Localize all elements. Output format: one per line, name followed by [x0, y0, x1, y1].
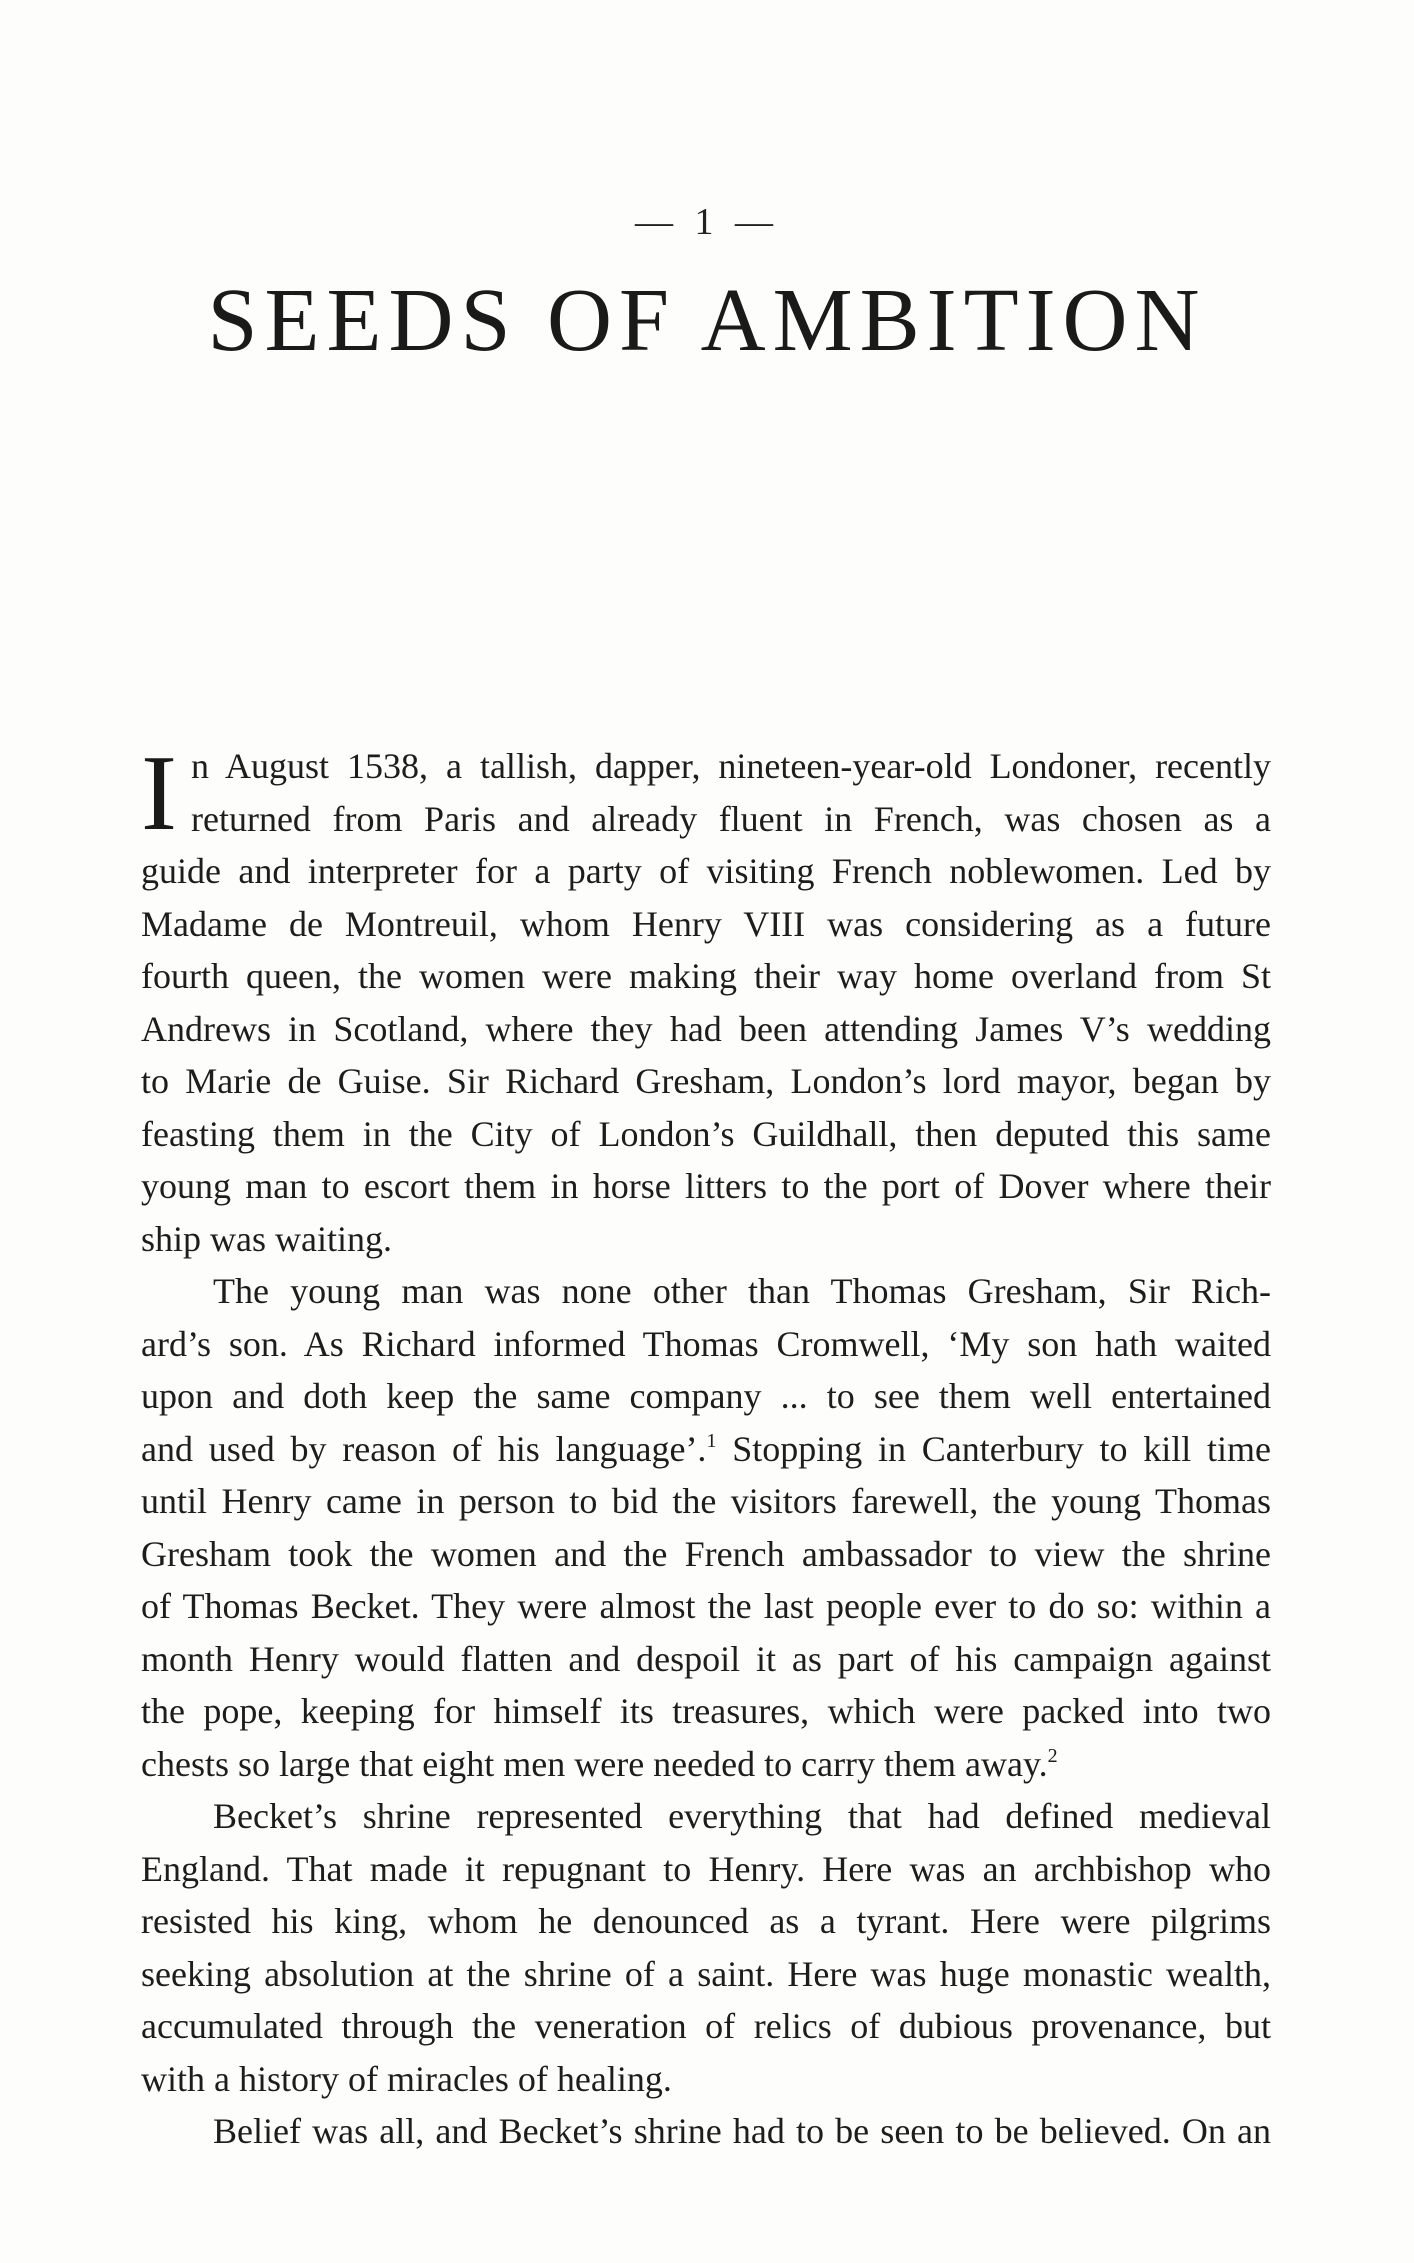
- text-line: with a history of miracles of healing.: [141, 2058, 672, 2099]
- text-line: feasting them in the City of London’s Guildhall, then deputed this same: [141, 1113, 1271, 1154]
- text-line: England. That made it repugnant to Henry. Here was an archbishop who: [141, 1848, 1271, 1889]
- chapter-number: — 1 —: [635, 201, 779, 243]
- text-segment: and used by reason of his language’.: [141, 1428, 707, 1469]
- text-line: Gresham took the women and the French ambassador to view the shrine: [141, 1533, 1271, 1574]
- text-line: returned from Paris and already fluent in French, was chosen as a: [191, 798, 1271, 839]
- text-line: guide and interpreter for a party of visiting French noblewomen. Led by: [141, 851, 1271, 891]
- text-line: the pope, keeping for himself its treasures, which were packed into two: [141, 1691, 1271, 1731]
- footnote-ref-1[interactable]: 1: [706, 1429, 717, 1452]
- text-line: month Henry would flatten and despoil it as part of his campaign against: [141, 1638, 1271, 1679]
- text-line: fourth queen, the women were making their way home overland from St: [141, 956, 1271, 996]
- paragraph-1: [141, 734, 1271, 1265]
- drop-cap: I: [141, 734, 177, 853]
- text-line: The young man was none other than Thomas Gresham, Sir Rich-: [213, 1271, 1271, 1311]
- text-line: accumulated through the veneration of relics of dubious provenance, but: [141, 2006, 1271, 2046]
- text-line: resisted his king, whom he denounced as a tyrant. Here were pilgrims: [141, 1901, 1271, 1941]
- text-line: upon and doth keep the same company ... to see them well entertained: [141, 1376, 1271, 1416]
- text-line: until Henry came in person to bid the visitors farewell, the young Thomas: [141, 1481, 1271, 1521]
- dropcap-block: [141, 734, 1271, 853]
- text-line: of Thomas Becket. They were almost the last people ever to do so: within a: [141, 1586, 1271, 1626]
- paragraph-3: [141, 1790, 1271, 2105]
- text-line: Madame de Montreuil, whom Henry VIII was considering as a future: [141, 903, 1271, 944]
- paragraph-2: [141, 1265, 1271, 1790]
- text-line: ard’s son. As Richard informed Thomas Cromwell, ‘My son hath waited: [141, 1323, 1271, 1364]
- footnote-ref-2[interactable]: 2: [1047, 1744, 1058, 1767]
- text-line: [141, 1423, 1271, 1476]
- chapter-title: SEEDS OF AMBITION: [207, 271, 1207, 370]
- text-line: seeking absolution at the shrine of a saint. Here was huge monastic wealth,: [141, 1953, 1271, 1994]
- text-segment: Stopping in Canterbury to kill time: [716, 1428, 1271, 1469]
- text-line: [141, 1738, 1271, 1791]
- text-line: to Marie de Guise. Sir Richard Gresham, London’s lord mayor, began by: [141, 1061, 1271, 1101]
- paragraph-4: [141, 2105, 1271, 2158]
- text-line: Andrews in Scotland, where they had been attending James V’s wedding: [141, 1008, 1271, 1049]
- text-line: Belief was all, and Becket’s shrine had to be seen to be believed. On an: [213, 2111, 1271, 2151]
- chapter-body: [141, 734, 1271, 2158]
- text-line: young man to escort them in horse litters to the port of Dover where their: [141, 1166, 1271, 1206]
- text-segment: chests so large that eight men were needed to carry them away.: [141, 1743, 1048, 1784]
- text-line: Becket’s shrine represented everything that had defined medieval: [213, 1796, 1271, 1836]
- text-line: ship was waiting.: [141, 1218, 392, 1259]
- text-line: n August 1538, a tallish, dapper, nineteen-year-old Londoner, recently: [191, 746, 1271, 786]
